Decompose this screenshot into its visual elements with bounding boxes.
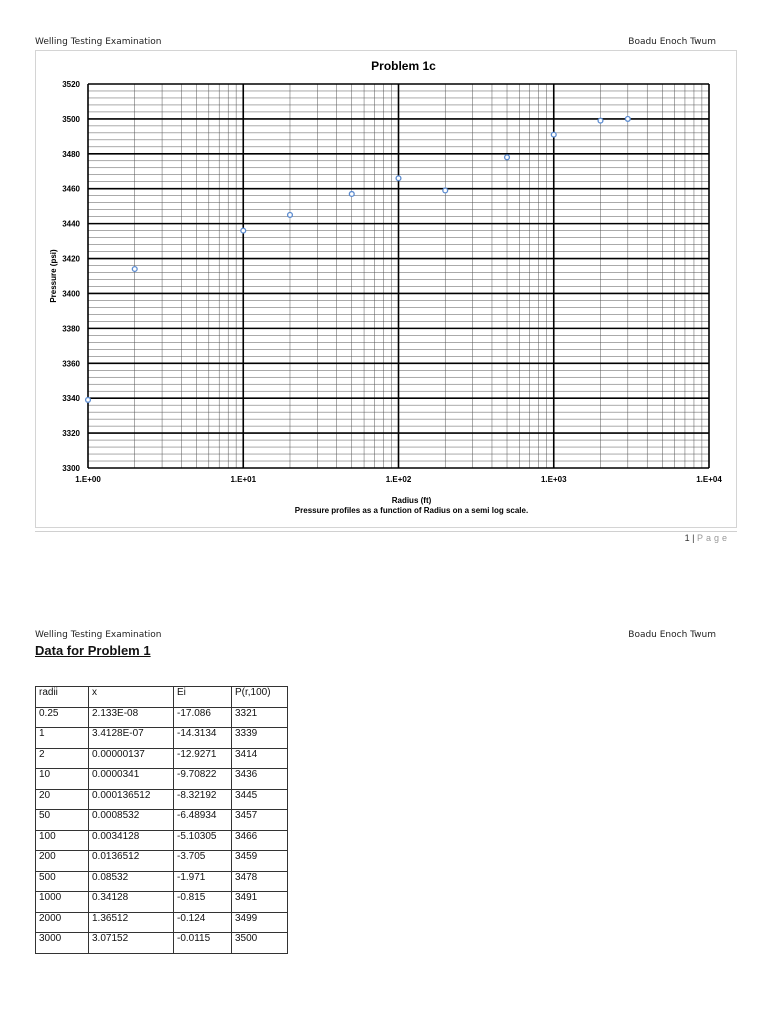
table-cell: 0.0136512 [89, 851, 174, 872]
table-cell: 0.25 [36, 707, 89, 728]
y-tick-label: 3480 [62, 149, 80, 159]
table-cell: Ei [174, 687, 232, 708]
table-cell: 1.36512 [89, 912, 174, 933]
data-point [86, 398, 91, 403]
table-cell: radii [36, 687, 89, 708]
table-cell: -6.48934 [174, 810, 232, 831]
table-cell: 3339 [232, 728, 288, 749]
table-row [36, 830, 288, 851]
table-cell: 200 [36, 851, 89, 872]
data-point [241, 228, 246, 233]
table-cell: 0.08532 [89, 871, 174, 892]
table-cell: 100 [36, 830, 89, 851]
data-point [132, 267, 137, 272]
table-cell: 3478 [232, 871, 288, 892]
page1-header-left: Welling Testing Examination [35, 37, 162, 47]
table-cell: 0.34128 [89, 892, 174, 913]
table-cell: -0.815 [174, 892, 232, 913]
data-point [505, 155, 510, 160]
table-row [36, 912, 288, 933]
table-cell: 500 [36, 871, 89, 892]
table-cell: 2.133E-08 [89, 707, 174, 728]
y-tick-label: 3360 [62, 359, 80, 369]
data-point [349, 192, 354, 197]
x-tick-label: 1.E+02 [385, 475, 412, 484]
data-point [598, 118, 603, 123]
y-tick-label: 3300 [62, 464, 80, 473]
table-cell: 0.000136512 [89, 789, 174, 810]
x-tick-label: 1.E+04 [696, 475, 722, 484]
page-number-value: 1 [684, 533, 690, 543]
page-number [685, 533, 730, 543]
table-cell: P(r,100) [232, 687, 288, 708]
page2-header-right: Boadu Enoch Twum [628, 630, 716, 640]
table-row [36, 851, 288, 872]
chart-title: Problem 1c [371, 59, 436, 73]
table-cell: -8.32192 [174, 789, 232, 810]
x-tick-label: 1.E+00 [75, 475, 101, 484]
chart-area [35, 50, 737, 528]
table-cell: -9.70822 [174, 769, 232, 790]
table-cell: 2000 [36, 912, 89, 933]
table-cell: 1000 [36, 892, 89, 913]
table-cell: -3.705 [174, 851, 232, 872]
table-cell: 0.00000137 [89, 748, 174, 769]
table-cell: 3.4128E-07 [89, 728, 174, 749]
table-row [36, 769, 288, 790]
table-cell: -14.3134 [174, 728, 232, 749]
y-tick-label: 3340 [62, 394, 80, 404]
table-header-row [36, 687, 288, 708]
data-point [625, 117, 630, 122]
table-cell: 2 [36, 748, 89, 769]
table-cell: 3.07152 [89, 933, 174, 954]
table-cell: 20 [36, 789, 89, 810]
table-row [36, 728, 288, 749]
page-word: Page [696, 533, 730, 543]
data-point [551, 132, 556, 137]
data-point [396, 176, 401, 181]
table-cell: 10 [36, 769, 89, 790]
table-cell: 3457 [232, 810, 288, 831]
page2-header-left: Welling Testing Examination [35, 630, 162, 640]
x-tick-label: 1.E+01 [230, 475, 257, 484]
y-tick-label: 3520 [62, 80, 80, 89]
table-cell: -5.10305 [174, 830, 232, 851]
table-cell: -12.9271 [174, 748, 232, 769]
page-number-separator: | [689, 533, 697, 543]
table-cell: 3491 [232, 892, 288, 913]
x-tick-label: 1.E+03 [540, 475, 567, 484]
y-tick-label: 3460 [62, 184, 80, 194]
table-cell: -0.124 [174, 912, 232, 933]
table-cell: 3321 [232, 707, 288, 728]
page1-header-right: Boadu Enoch Twum [628, 37, 716, 47]
table-cell: 0.0034128 [89, 830, 174, 851]
table-row [36, 892, 288, 913]
table-cell: 3499 [232, 912, 288, 933]
table-cell: 3459 [232, 851, 288, 872]
y-tick-label: 3380 [62, 324, 80, 334]
y-tick-label: 3500 [62, 114, 80, 124]
chart-svg [36, 51, 738, 529]
table-cell: 50 [36, 810, 89, 831]
table-cell: 3500 [232, 933, 288, 954]
table-row [36, 789, 288, 810]
table-cell: 3445 [232, 789, 288, 810]
table-row [36, 810, 288, 831]
table-row [36, 933, 288, 954]
table-cell: 0.0000341 [89, 769, 174, 790]
data-table [35, 686, 288, 954]
table-row [36, 707, 288, 728]
x-axis-label: Radius (ft) [391, 496, 432, 505]
table-cell: 3436 [232, 769, 288, 790]
section-title: Data for Problem 1 [35, 643, 151, 658]
table-cell: 3000 [36, 933, 89, 954]
y-tick-label: 3420 [62, 254, 80, 264]
y-tick-label: 3400 [62, 289, 80, 299]
data-point [288, 213, 293, 218]
data-point [443, 188, 448, 193]
table-row [36, 871, 288, 892]
table-cell: -1.971 [174, 871, 232, 892]
table-cell: -0.0115 [174, 933, 232, 954]
table-cell: 3466 [232, 830, 288, 851]
table-cell: 0.0008532 [89, 810, 174, 831]
y-tick-label: 3320 [62, 429, 80, 439]
chart-caption: Pressure profiles as a function of Radius on a semi log scale. [294, 506, 529, 515]
table-cell: -17.086 [174, 707, 232, 728]
y-tick-label: 3440 [62, 219, 80, 229]
table-cell: 1 [36, 728, 89, 749]
y-axis-label: Pressure (psi) [49, 249, 58, 303]
table-cell: 3414 [232, 748, 288, 769]
page-divider [35, 531, 737, 532]
table-cell: x [89, 687, 174, 708]
table-row [36, 748, 288, 769]
